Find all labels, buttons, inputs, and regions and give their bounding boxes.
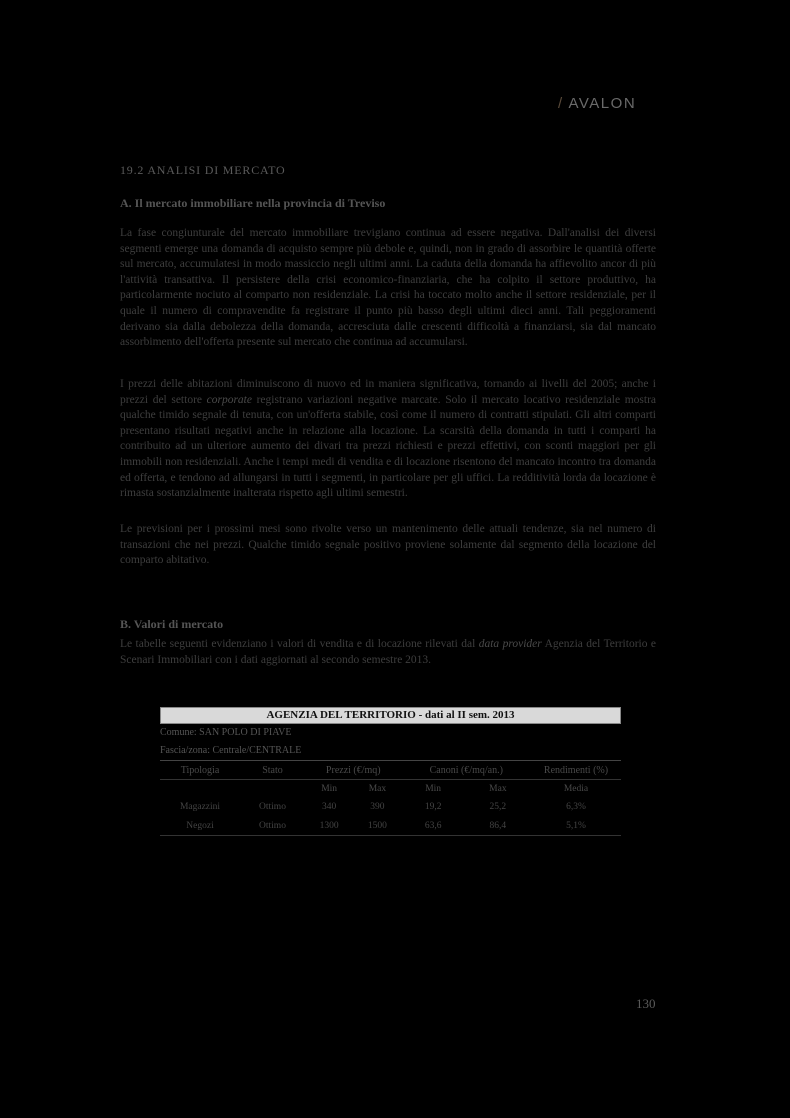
cell-prezzo-min: 340 (322, 801, 337, 812)
paragraph-3: Le previsioni per i prossimi mesi sono rivolte verso un mantenimento delle attuali tendenze, sia nel numero di transazioni che nei prezzi. Qualche timido segnale positivo proviene solamente dal segmento della locazione del comparto abitativo. (120, 523, 656, 567)
paragraph-2-italic: corporate (206, 393, 252, 406)
cell-rendimento: 6,3% (566, 801, 586, 812)
paragraph-2-part-2: registrano variazioni negative marcate. Solo il mercato locativo residenziale mostra qualche timido segnale di tenuta, con un'offerta stabile, così come il numero di contratti stipulati. Gli altri comparti presentano risultati negativi anche in relazione alla locazione. La scarsità della domanda in tutti i comparti ha contribuito ad un ulteriore aumento dei divari tra prezzi richiesti e prezzi effettivi, con sconti maggiori per gli immobili non residenziali. Anche i tempi medi di vendita e di locazione risentono del mancato incontro tra domanda ed offerta, e tendono ad allungarsi in tutti i segmenti, in particolare per gli uffici. La redditività lorda da locazione è rimasta sostanzialmente inalterata rispetto agli ultimi semestri. (120, 393, 656, 500)
cell-prezzo-max: 390 (370, 801, 385, 812)
paragraph-2 (120, 377, 656, 502)
cell-rendimento: 5,1% (531, 816, 621, 836)
subcol-canoni-min: Min (425, 783, 442, 794)
table-header: AGENZIA DEL TERRITORIO - dati al II sem. 2013 (160, 707, 621, 724)
col-prezzi: Prezzi (€/mq) (305, 761, 402, 780)
section-title: 19.2 ANALISI DI MERCATO (120, 163, 286, 177)
col-canoni: Canoni (€/mq/an.) (402, 761, 531, 780)
subcol-prezzi-max: Max (368, 783, 387, 794)
cell-canone-min: 63,6 (402, 816, 465, 836)
cell-prezzo-max: 1500 (353, 816, 401, 836)
paragraph-4-italic: data provider (478, 638, 542, 650)
cell-tipologia: Negozi (160, 816, 240, 836)
cell-canone-min: 19,2 (424, 801, 442, 812)
logo-mark: / (558, 95, 564, 112)
cell-prezzo-min: 1300 (305, 816, 353, 836)
col-tipologia: Tipologia (160, 761, 240, 780)
cell-tipologia: Magazzini (179, 801, 221, 812)
page-number: 130 (636, 996, 656, 1011)
table-row (160, 816, 621, 836)
subcol-canoni-max: Max (489, 783, 507, 794)
paragraph-4-part-2: Agenzia del Territorio e Scenari Immobiliari con i dati aggiornati al secondo semestre 2013. (120, 638, 657, 666)
subcol-prezzi-min: Min (321, 783, 338, 794)
paragraph-1: La fase congiunturale del mercato immobiliare trevigiano continua ad essere negativa. Dall'analisi dei diversi segmenti emerge una domanda di acquisto sempre più debole e, quindi, non in grado di assorbire le quantità offerte sul mercato, accumulatesi in modo massiccio negli ultimi anni. La caduta della domanda ha affievolito ancor di più l'attività transattiva. Il persistere della crisi economico-finanziaria, che ha colpito il settore produttivo, ha particolarmente nociuto al comparto non residenziale. La crisi ha toccato molto anche il settore residenziale, per il quale il numero di compravendite fa registrare il punto più basso degli ultimi dieci anni. Tali peggioramenti derivano sia dalla debolezza della domanda, accresciuta dalle crescenti difficoltà a finanziarsi, sia dal mancato assorbimento dell'offerta presente sul mercato che continua ad accumularsi. (120, 227, 656, 349)
cell-stato: Ottimo (240, 816, 305, 836)
logo-text: AVALON (568, 95, 637, 112)
subcol-media: Media (563, 783, 589, 794)
cell-canone-max: 86,4 (465, 816, 531, 836)
values-table (160, 761, 621, 836)
cell-canone-max: 25,2 (489, 801, 507, 812)
table-fascia: Fascia/zona: Centrale/CENTRALE (160, 742, 621, 761)
paragraph-4-part-1: Le tabelle seguenti evidenziano i valori di vendita e di locazione rilevati dal (120, 638, 479, 650)
col-rendimenti: Rendimenti (%) (531, 761, 621, 780)
avalon-logo (558, 95, 636, 112)
subsection-b-title: B. Valori di mercato (120, 617, 224, 631)
subsection-a-title: A. Il mercato immobiliare nella provincia di Treviso (120, 196, 386, 210)
col-stato: Stato (240, 761, 305, 780)
paragraph-2-part-1: I prezzi delle abitazioni diminuiscono di nuovo ed in maniera significativa, tornando ai livelli del 2005; anche i prezzi del settore (120, 378, 656, 406)
table-row (160, 797, 621, 816)
paragraph-4 (120, 637, 656, 668)
table-comune: Comune: SAN POLO DI PIAVE (160, 727, 292, 738)
market-values-table (160, 707, 621, 836)
cell-stato: Ottimo (259, 801, 286, 812)
